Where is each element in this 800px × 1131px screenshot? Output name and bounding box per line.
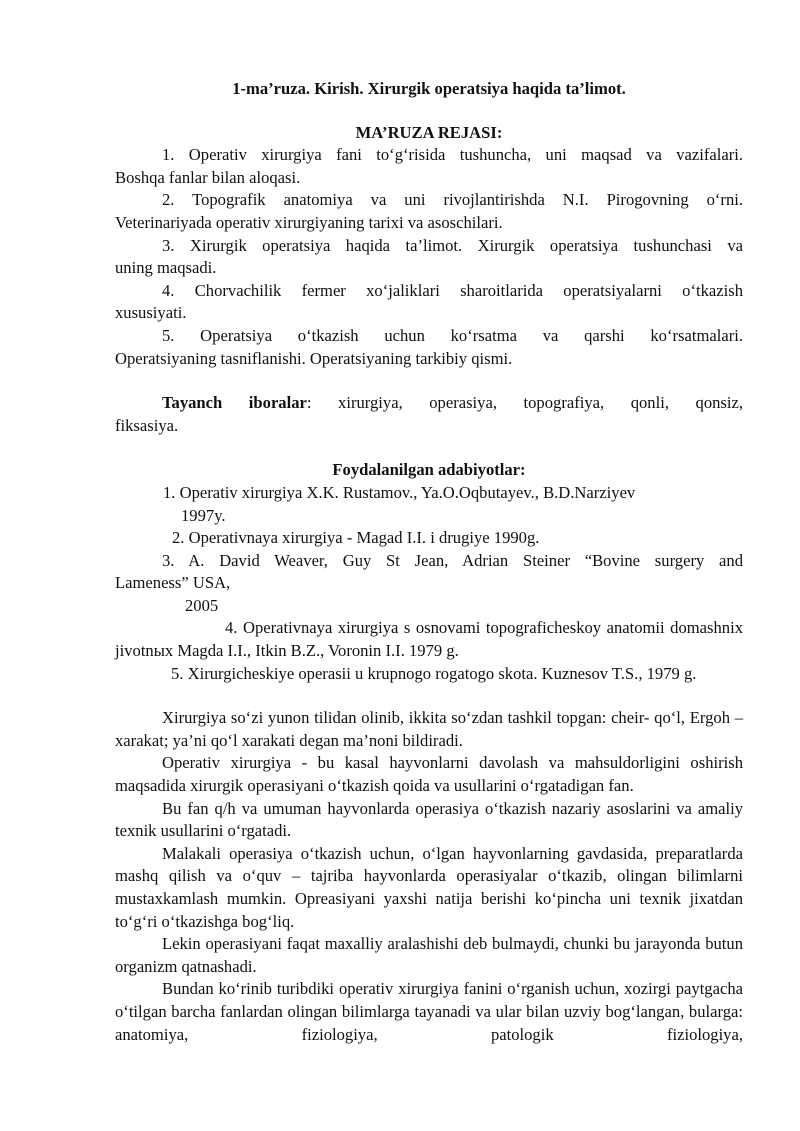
keywords-line	[115, 392, 743, 415]
body-paragraph: Xirurgiya so‘zi yunon tilidan olinib, ikkita so‘zdan tashkil topgan: cheir- qo‘l, Ergoh – xarakat; ya’ni qo‘l xarakati degan ma’noni bildiradi.	[115, 708, 743, 750]
plan-item-line: 1. Operativ xirurgiya fani to‘g‘risida tushuncha, uni maqsad va vazifalari.	[162, 145, 743, 165]
keywords-text: : xirurgiya, operasiya, topografiya, qonli, qonsiz,	[306, 393, 743, 413]
body-paragraph: Malakali operasiya o‘tkazish uchun, o‘lgan hayvonlarning gavdasida, preparatlarda mashq qilish va o‘quv – tajriba hayvonlarda operasiyalar o‘tkazib, olingan bilimlarni mustaxkamlash mumkin. Opreasiyani yaxshi natija berishi ko‘pincha uni texnik jixatdan to‘g‘ri o‘tkazishga bog‘liq.	[115, 843, 743, 931]
literature-item-5: 5. Xirurgicheskiye operasii u krupnogo rogatogo skota. Kuznesov T.S., 1979 g.	[171, 663, 697, 683]
literature-item-3-cont: Lameness” USA,	[115, 573, 231, 593]
literature-item-1-year: 1997y.	[181, 505, 226, 525]
literature-item-1: 1. Operativ xirurgiya X.K. Rustamov., Ya.O.Oqbutayev., B.D.Narziyev	[163, 482, 636, 502]
plan-item-line: 2. Topografik anatomiya va uni rivojlantirishda N.I. Pirogovning o‘rni.	[162, 190, 743, 210]
keywords-label: Tayanch iboralar	[162, 393, 307, 413]
plan-item-line: Boshqa fanlar bilan aloqasi.	[115, 167, 301, 187]
plan-heading: MA’RUZA REJASI:	[355, 122, 503, 142]
plan-item	[115, 280, 743, 325]
literature-item-3-year: 2005	[185, 595, 219, 615]
spacer	[115, 370, 743, 392]
plan-item-line: 5. Operatsiya o‘tkazish uchun ko‘rsatma va qarshi ko‘rsatmalari.	[162, 325, 743, 345]
lecture-title: 1-ma’ruza. Kirish. Xirurgik operatsiya haqida ta’limot.	[232, 79, 626, 98]
plan-item	[115, 189, 743, 234]
literature-heading: Foydalanilgan adabiyotlar:	[332, 460, 526, 480]
plan-item-line: xususiyati.	[115, 303, 187, 323]
literature-item-3: 3. A. David Weaver, Guy St Jean, Adrian Steiner “Bovine surgery and	[162, 550, 743, 570]
body-paragraph: Bu fan q/h va umuman hayvonlarda operasiya o‘tkazish nazariy asoslarini va amaliy texnik usullarini o‘rgatadi.	[115, 798, 743, 841]
plan-item-line: Operatsiyaning tasniflanishi. Operatsiyaning tarkibiy qismi.	[115, 348, 513, 368]
literature-item-2: 2. Operativnaya xirurgiya - Magad I.I. i drugiye 1990g.	[172, 528, 540, 548]
plan-item	[115, 325, 743, 370]
literature-item-4: 4. Operativnaya xirurgiya s osnovami topograficheskoy anatomii domashnix jivotnых Magda I.I., Itkin B.Z., Voronin I.I. 1979 g.	[115, 618, 743, 661]
plan-item-line: 3. Xirurgik operatsiya haqida ta’limot. Xirurgik operatsiya tushunchasi va	[162, 235, 743, 255]
plan-item-line: 4. Chorvachilik fermer xo‘jaliklari sharoitlarida operatsiyalarni o‘tkazish	[162, 280, 743, 300]
keywords-continuation: fiksasiya.	[115, 415, 179, 435]
plan-item	[115, 144, 743, 189]
body-paragraph: Operativ xirurgiya - bu kasal hayvonlarni davolash va mahsuldorligini oshirish maqsadida xirurgik operasiyani o‘tkazish qoida va usullarini o‘rgatadigan fan.	[115, 753, 743, 796]
plan-item-line: uning maqsadi.	[115, 258, 217, 278]
document-page	[115, 78, 743, 1046]
body-paragraph: Lekin operasiyani faqat maxalliy aralashishi deb bulmaydi, chunki bu jarayonda butun organizm qatnashadi.	[115, 934, 743, 976]
spacer	[115, 685, 743, 707]
plan-item-line: Veterinariyada operativ xirurgiyaning tarixi va asoschilari.	[115, 212, 503, 232]
body-paragraph: Bundan ko‘rinib turibdiki operativ xirurgiya fanini o‘rganish uchun, xozirgi paytgacha o‘tilgan barcha fanlardan olingan bilimlarga tayanadi va ular bilan uzviy bog‘langan, bularga: anatomiya, fiziologiya, patologik fiziologiya,	[115, 979, 743, 1044]
plan-item	[115, 235, 743, 280]
spacer	[115, 437, 743, 459]
